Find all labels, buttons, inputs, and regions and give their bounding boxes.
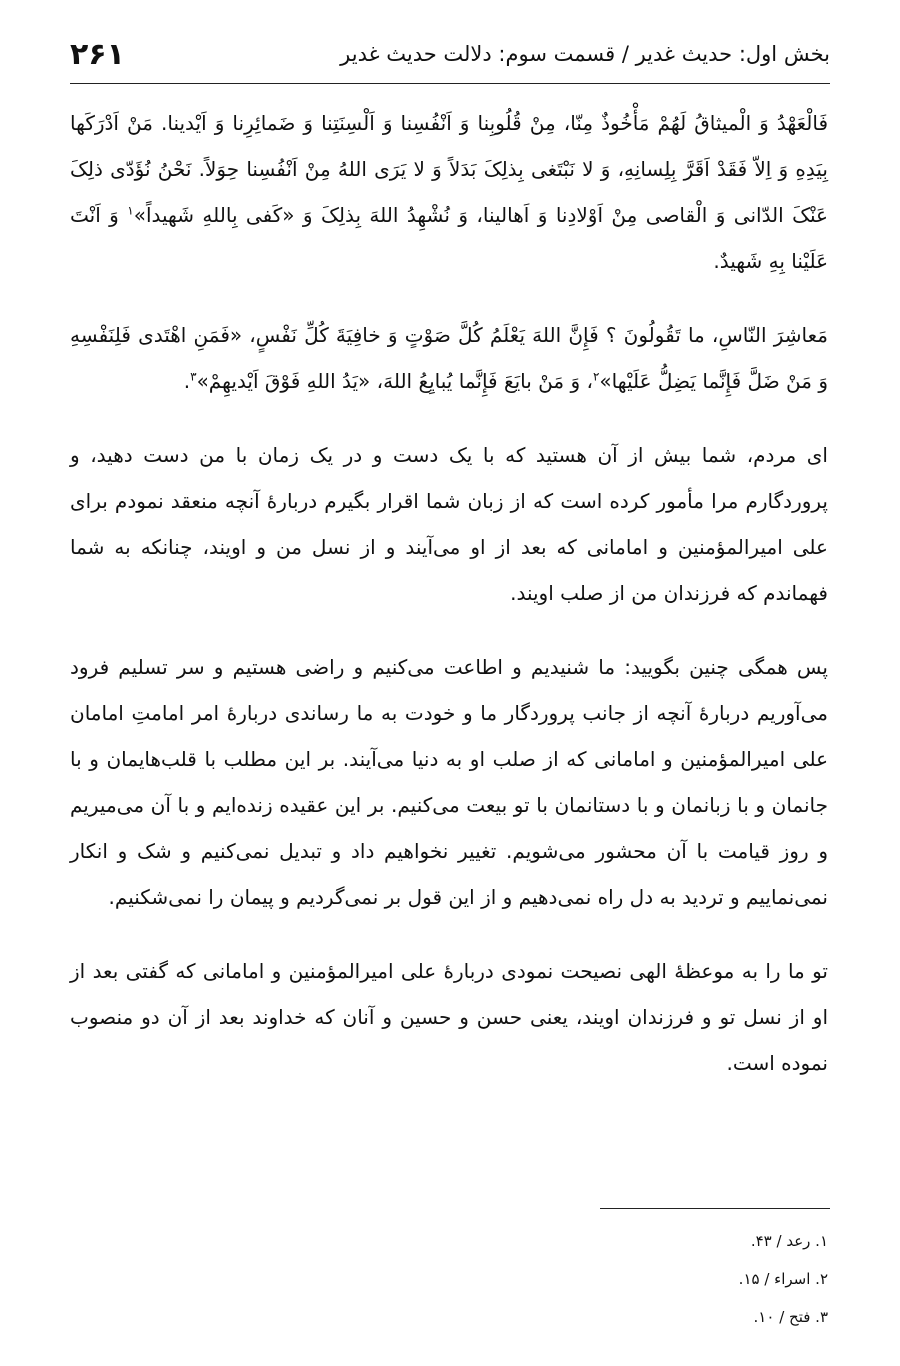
- footnote-item: ۱. رعد / ۴۳.: [750, 1232, 828, 1250]
- paragraph-persian-1: ای مردم، شما بیش از آن هستید که با یک دست و در یک زمان با من دست دهید، و پروردگارم مرا مأمور کرده است که از زبان شما اقرار بگیرم دربارۀ آنچه منعقد نمودم برای علی امیرالمؤمنین و امامانی که بعد از او می‌آیند و از نسل من و اویند، چنانکه به شما فهماندم که فرزندان من از صلب اویند.: [70, 443, 828, 605]
- paragraph-persian-2: پس همگی چنین بگویید: ما شنیدیم و اطاعت می‌کنیم و راضی هستیم و سر تسلیم فرود می‌آوریم دربارۀ آنچه از جانب پروردگار ما و خودت به ما رساندی دربارۀ امر امامتِ امامان علی امیرالمؤمنین و امامانی که از صلب او به دنیا می‌آیند. بر این مطلب با قلب‌هایمان و با جانمان و با زبانمان و با دستانمان با تو بیعت می‌کنیم. بر این عقیده زنده‌ایم و با آن می‌میریم و روز قیامت با آن محشور می‌شویم. تغییر نخواهیم داد و تبدیل نمی‌کنیم و شک و انکار نمی‌نماییم و تردید به دل راه نمی‌دهیم و از این قول بر نمی‌گردیم و پیمان را نمی‌شکنیم.: [70, 655, 828, 909]
- footnote-reference: ۳: [190, 369, 197, 384]
- paragraph-text: فَالْعَهْدُ وَ الْمیثاقُ لَهُمْ مَأْخُوذٌ مِنّا، مِنْ قُلُوبِنا وَ اَنْفُسِنا وَ اَلْسِنَتِنا وَ ضَمائِرِنا وَ اَیْدینا. مَنْ اَدْرَکَها بِیَدِهِ وَ اِلاّ فَقَدْ اَقَرَّ بِلِسانِهِ، وَ لا نَبْتَغی بِذلِکَ بَدَلاً وَ لا یَرَی اللهُ مِنْ اَنْفُسِنا حِوَلاً. نَحْنُ نُؤَدّی ذلِکَ عَنْکَ الدّانی وَ الْقاصی مِنْ اَوْلادِنا وَ اَهالینا، وَ نُشْهِدُ اللهَ بِذلِکَ وَ «کَفی بِاللهِ شَهیداً»: [70, 111, 828, 227]
- page-number: ۲۶۱: [70, 36, 125, 72]
- footnote-reference: ۲: [592, 369, 600, 384]
- body-text: [70, 100, 828, 1114]
- paragraph-text-tail: وَ اَنْتَ عَلَیْنا بِهِ شَهیدٌ.: [70, 203, 828, 273]
- paragraph-text-end: .: [183, 369, 191, 393]
- paragraph-arabic-2: [70, 312, 828, 404]
- footnotes: [428, 1222, 828, 1336]
- footnote-divider: [600, 1208, 830, 1209]
- paragraph-text: مَعاشِرَ النّاسِ، ما تَقُولُونَ ؟ فَإِنَّ اللهَ یَعْلَمُ کُلَّ صَوْتٍ وَ خافِیَةَ کُلِّ نَفْسٍ، «فَمَنِ اهْتَدی فَلِنَفْسِهِ وَ مَنْ ضَلَّ فَإِنَّما یَضِلُّ عَلَیْها»: [70, 323, 828, 393]
- paragraph-persian-3: تو ما را به موعظۀ الهی نصیحت نمودی دربارۀ علی امیرالمؤمنین و امامانی که گفتی بعد از او از نسل تو و فرزندان اویند، یعنی حسن و حسین و آنان که خداوند بعد از آن دو منصوب نموده است.: [70, 959, 828, 1075]
- footnote-item: ۳. فتح / ۱۰.: [753, 1308, 828, 1326]
- footnote-item: ۲. اسراء / ۱۵.: [738, 1270, 828, 1288]
- running-header-title: بخش اول: حدیث غدیر / قسمت سوم: دلالت حدیث غدیر: [340, 42, 830, 66]
- footnote-reference: ۱: [127, 203, 134, 218]
- paragraph-arabic-1: [70, 100, 828, 284]
- header-divider: [70, 83, 830, 84]
- page-header: [70, 28, 830, 80]
- paragraph-text-tail: ، وَ مَنْ بایَعَ فَإِنَّما یُبایِعُ اللهَ، «یَدُ اللهِ فَوْقَ اَیْدیهِمْ»: [196, 369, 593, 393]
